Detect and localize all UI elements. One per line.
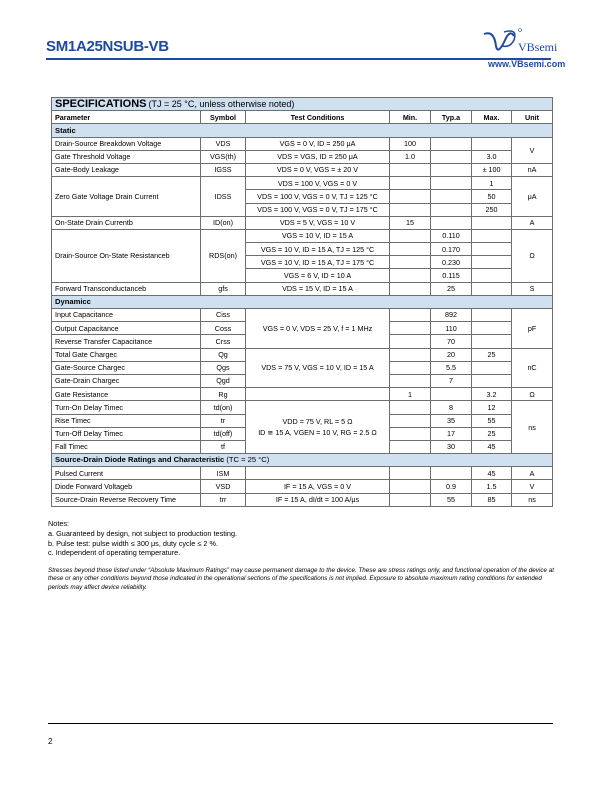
notes-heading: Notes: <box>48 519 70 528</box>
switching-conditions: VDD = 75 V, RL = 5 Ω ID ≅ 15 A, VGEN = 10 V, RG = 2.5 Ω <box>246 401 390 454</box>
table-row: Forward Transconductanceb gfs VDS = 15 V, ID = 15 A 25 S <box>52 282 553 295</box>
table-row: Gate-Source Chargec Qgs 5.5 <box>52 361 553 374</box>
note-a: a. Guaranteed by design, not subject to production testing. <box>48 528 238 538</box>
logo-text: VBsemi <box>518 40 558 54</box>
table-row: Source-Drain Reverse Recovery Time trr IF = 15 A, dI/dt = 100 A/μs 55 85 ns <box>52 493 553 506</box>
col-parameter: Parameter <box>52 111 201 124</box>
col-max: Max. <box>472 111 512 124</box>
section-static: Static <box>52 124 553 137</box>
table-row: On-State Drain Currentb ID(on) VDS = 5 V, VGS = 10 V 15 A <box>52 216 553 229</box>
table-row: VDS = 100 V, VGS = 0 V, TJ = 125 °C 50 <box>52 190 553 203</box>
specifications-table <box>51 97 553 507</box>
table-row: Diode Forward Voltageb VSD IF = 15 A, VGS = 0 V 0.9 1.5 V <box>52 480 553 493</box>
website-link[interactable]: www.VBsemi.com <box>488 59 566 69</box>
table-row: Gate-Body Leakage IGSS VDS = 0 V, VGS = ± 20 V ± 100 nA <box>52 163 553 176</box>
table-row: Gate Resistance Rg 1 3.2 Ω <box>52 388 553 401</box>
table-row: Drain-Source Breakdown Voltage VDS VGS = 0 V, ID = 250 μA 100 V <box>52 137 553 150</box>
col-unit: Unit <box>512 111 553 124</box>
table-row: Turn-Off Delay Timec td(off) 17 25 <box>52 427 553 440</box>
notes <box>48 519 237 558</box>
table-row: VGS = 10 V, ID = 15 A, TJ = 125 °C 0.170 <box>52 243 553 256</box>
table-row: VDS = 100 V, VGS = 0 V, TJ = 175 °C 250 <box>52 203 553 216</box>
table-row: VGS = 10 V, ID = 15 A, TJ = 175 °C 0.230 <box>52 256 553 269</box>
table-row: Total Gate Chargec Qg VDS = 75 V, VGS = 10 V, ID = 15 A 20 25 nC <box>52 348 553 361</box>
table-row: Turn-On Delay Timec td(on) VDD = 75 V, RL = 5 Ω ID ≅ 15 A, VGEN = 10 V, RG = 2.5 Ω 8 12 ns <box>52 401 553 414</box>
table-row: Drain-Source On-State Resistanceb RDS(on) VGS = 10 V, ID = 15 A 0.110 Ω <box>52 229 553 242</box>
footer-rule <box>48 723 553 724</box>
disclaimer: Stresses beyond those listed under “Absolute Maximum Ratings” may cause permanent damage to the device. These are stress ratings only, and functional operation of the device at these or any other conditions beyond those indicated in the operational sections of the specifications is not implied. Exposure to absolute maximum rating conditions for extended periods may affect device reliability. <box>48 567 555 591</box>
col-symbol: Symbol <box>201 111 246 124</box>
col-typ: Typ.a <box>431 111 472 124</box>
table-row: Reverse Transfer Capacitance Crss 70 <box>52 335 553 348</box>
table-header-row <box>52 111 553 124</box>
table-row: Fall Timec tf 30 45 <box>52 440 553 453</box>
col-min: Min. <box>390 111 431 124</box>
table-row: Pulsed Current ISM 45 A <box>52 467 553 480</box>
header-rule <box>46 58 551 60</box>
table-title: SPECIFICATIONS <box>55 97 147 110</box>
table-row: Input Capacitance Ciss VGS = 0 V, VDS = 25 V, f = 1 MHz 892 pF <box>52 309 553 322</box>
part-number: SM1A25NSUB-VB <box>46 38 169 55</box>
note-b: b. Pulse test: pulse width ≤ 300 μs, duty cycle ≤ 2 %. <box>48 538 218 548</box>
table-row: VGS = 6 V, ID = 10 A 0.115 <box>52 269 553 282</box>
table-row: Zero Gate Voltage Drain Current IDSS VDS = 100 V, VGS = 0 V 1 μA <box>52 177 553 190</box>
col-test-conditions: Test Conditions <box>246 111 390 124</box>
table-row: Output Capacitance Coss 110 <box>52 322 553 335</box>
section-diode: Source-Drain Diode Ratings and Characteristic (TC = 25 °C) <box>52 454 553 467</box>
table-row: Rise Timec tr 35 55 <box>52 414 553 427</box>
section-dynamic: Dynamicc <box>52 295 553 308</box>
table-title-row <box>52 98 553 111</box>
page-number: 2 <box>48 737 53 746</box>
table-title-condition: (TJ = 25 °C, unless otherwise noted) <box>148 98 295 109</box>
table-row: Gate-Drain Chargec Qgd 7 <box>52 374 553 387</box>
note-c: c. Independent of operating temperature. <box>48 548 181 558</box>
table-row: Gate Threshold Voltage VGS(th) VDS = VGS, ID = 250 μA 1.0 3.0 <box>52 150 553 163</box>
